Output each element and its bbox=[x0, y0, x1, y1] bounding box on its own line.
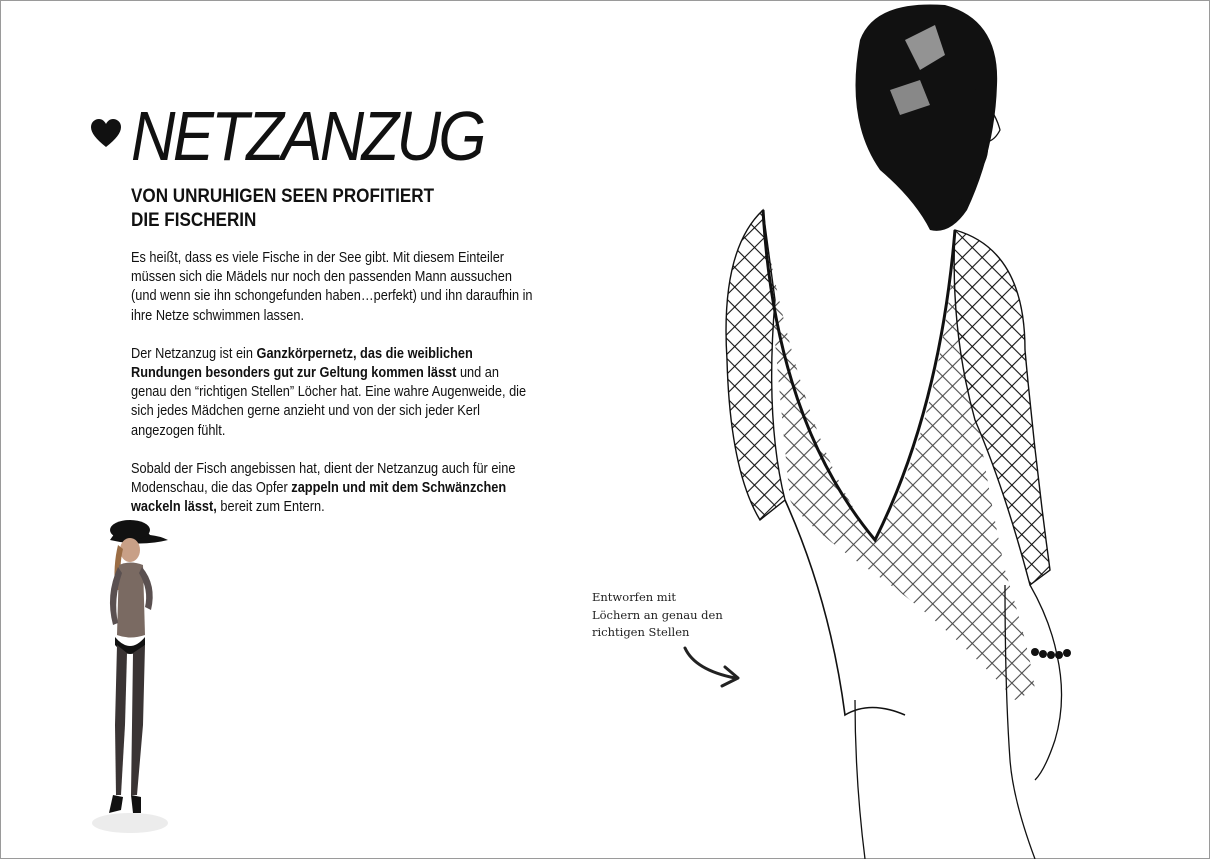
paragraph-1-text: Es heißt, dass es viele Fische in der See gibt. Mit diesem Einteiler müssen sich die Mädels nur noch den passenden Mann aussuchen (und wenn sie ihn schongefunden haben…perfekt) und ihn daraufhin in ihre Netze schwimmen lassen. bbox=[131, 250, 533, 324]
paragraph-3-text-c: bereit zum Entern. bbox=[216, 499, 325, 516]
paragraph-3-text-a: Sobald der Fisch angebissen hat, dient der Netzanzug auch für eine Modenschau, die das Opfer bbox=[131, 460, 516, 497]
paragraph-2-bold: Ganzkörpernetz, das die weiblichen Rundungen besonders gut zur Geltung kommen lässt bbox=[131, 345, 473, 382]
paragraph-3-bold: zappeln und mit dem Schwänzchen wackeln lässt, bbox=[131, 480, 507, 516]
page-title: NETZANZUG bbox=[131, 97, 484, 175]
model-photo bbox=[85, 505, 195, 845]
paragraph-1 bbox=[131, 249, 536, 326]
paragraph-2-text-a: Der Netzanzug ist ein bbox=[131, 345, 257, 362]
fishnet-illustration bbox=[705, 0, 1085, 859]
heart-icon bbox=[90, 118, 122, 150]
caption-line-3: richtigen Stellen bbox=[592, 625, 690, 639]
caption-line-1: Entworfen mit bbox=[592, 590, 677, 604]
paragraph-2-text-c: und an genau den “richtigen Stellen” Löcher hat. Eine wahre Augenweide, die sich jedes Mädchen gerne anzieht und von der sich jeder Kerl angezogen fühlt. bbox=[131, 365, 527, 439]
subtitle-line-1: VON UNRUHIGEN SEEN PROFITIERT bbox=[131, 186, 435, 207]
body-text bbox=[131, 249, 536, 536]
caption-line-2: Löchern an genau den bbox=[592, 607, 723, 622]
page-subtitle bbox=[131, 185, 473, 233]
subtitle-line-2: DIE FISCHERIN bbox=[131, 210, 257, 231]
paragraph-2 bbox=[131, 345, 536, 441]
illustration-caption bbox=[592, 589, 732, 642]
curved-arrow-icon bbox=[680, 640, 750, 700]
